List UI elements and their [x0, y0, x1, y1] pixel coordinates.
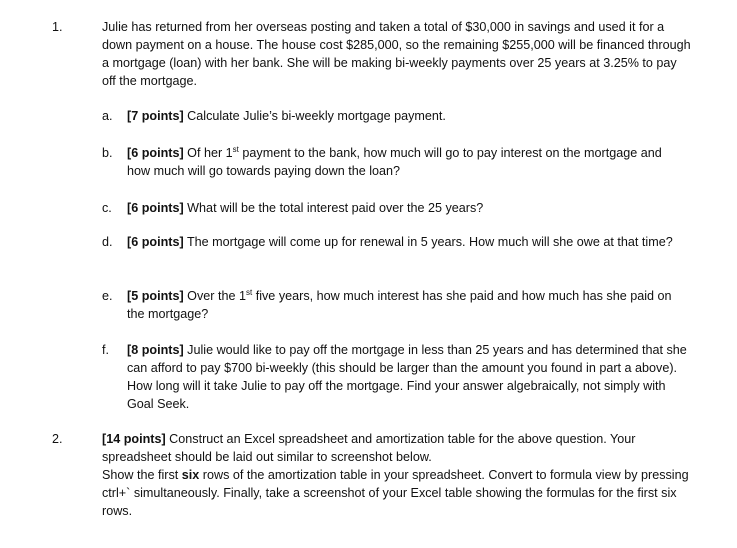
part-text-pre: Over the 1 [183, 289, 246, 303]
part-letter: d. [102, 235, 113, 249]
part-points: [6 points] [127, 146, 184, 160]
part-letter: a. [102, 109, 113, 123]
part-points: [5 points] [127, 289, 184, 303]
superscript: st [245, 287, 253, 297]
part-letter: f. [102, 343, 109, 357]
question-1-number: 1. [52, 20, 63, 34]
part-points: [8 points] [127, 343, 184, 357]
part-letter: e. [102, 289, 113, 303]
part-points: [6 points] [127, 235, 184, 249]
part-letter: b. [102, 146, 113, 160]
part-text: The mortgage will come up for renewal in 5 years. How much will she owe at that time? [183, 235, 673, 249]
question-2-text-2a: Show the first [102, 468, 182, 482]
superscript: st [232, 144, 239, 154]
part-text: Calculate Julie’s bi-weekly mortgage payment. [183, 109, 446, 123]
part-text: Julie would like to pay off the mortgage in less than 25 years and has determined that she can afford to pay $700 bi-weekly (this should be larger than the amount you found in part a above). How long will it take Julie to pay off the mortgage. Find your answer algebraically, not simply with Goal Seek. [127, 343, 687, 411]
question-2-number: 2. [52, 432, 63, 446]
part-points: [6 points] [127, 201, 184, 215]
question-2-bold-word: six [181, 468, 200, 482]
part-letter: c. [102, 201, 112, 215]
part-text-pre: Of her 1 [183, 146, 233, 160]
question-2-points: [14 points] [102, 432, 166, 446]
part-text: payment to the bank, how much will go to pay interest on the mortgage and how much will go towards paying down the loan? [127, 146, 662, 178]
question-2-text [102, 430, 692, 520]
question-2-text-2b: rows of the amortization table in your spreadsheet. Convert to formula view by pressing ctrl+` simultaneously. Finally, take a screenshot of your Excel table showing the formulas for the first six rows. [102, 468, 689, 518]
question-1-text: Julie has returned from her overseas posting and taken a total of $30,000 in savings and used it for a down payment on a house. The house cost $285,000, so the remaining $255,000 will be financed through a mortgage (loan) with her bank. She will be making bi-weekly payments over 25 years at 3.25% to pay off the mortgage. [102, 20, 691, 88]
question-2-text-1: Construct an Excel spreadsheet and amortization table for the above question. Your spreadsheet should be laid out similar to screenshot below. [102, 432, 636, 464]
part-text: five years, how much interest has she paid and how much has she paid on the mortgage? [127, 289, 672, 321]
part-text: What will be the total interest paid over the 25 years? [183, 201, 484, 215]
part-points: [7 points] [127, 109, 184, 123]
